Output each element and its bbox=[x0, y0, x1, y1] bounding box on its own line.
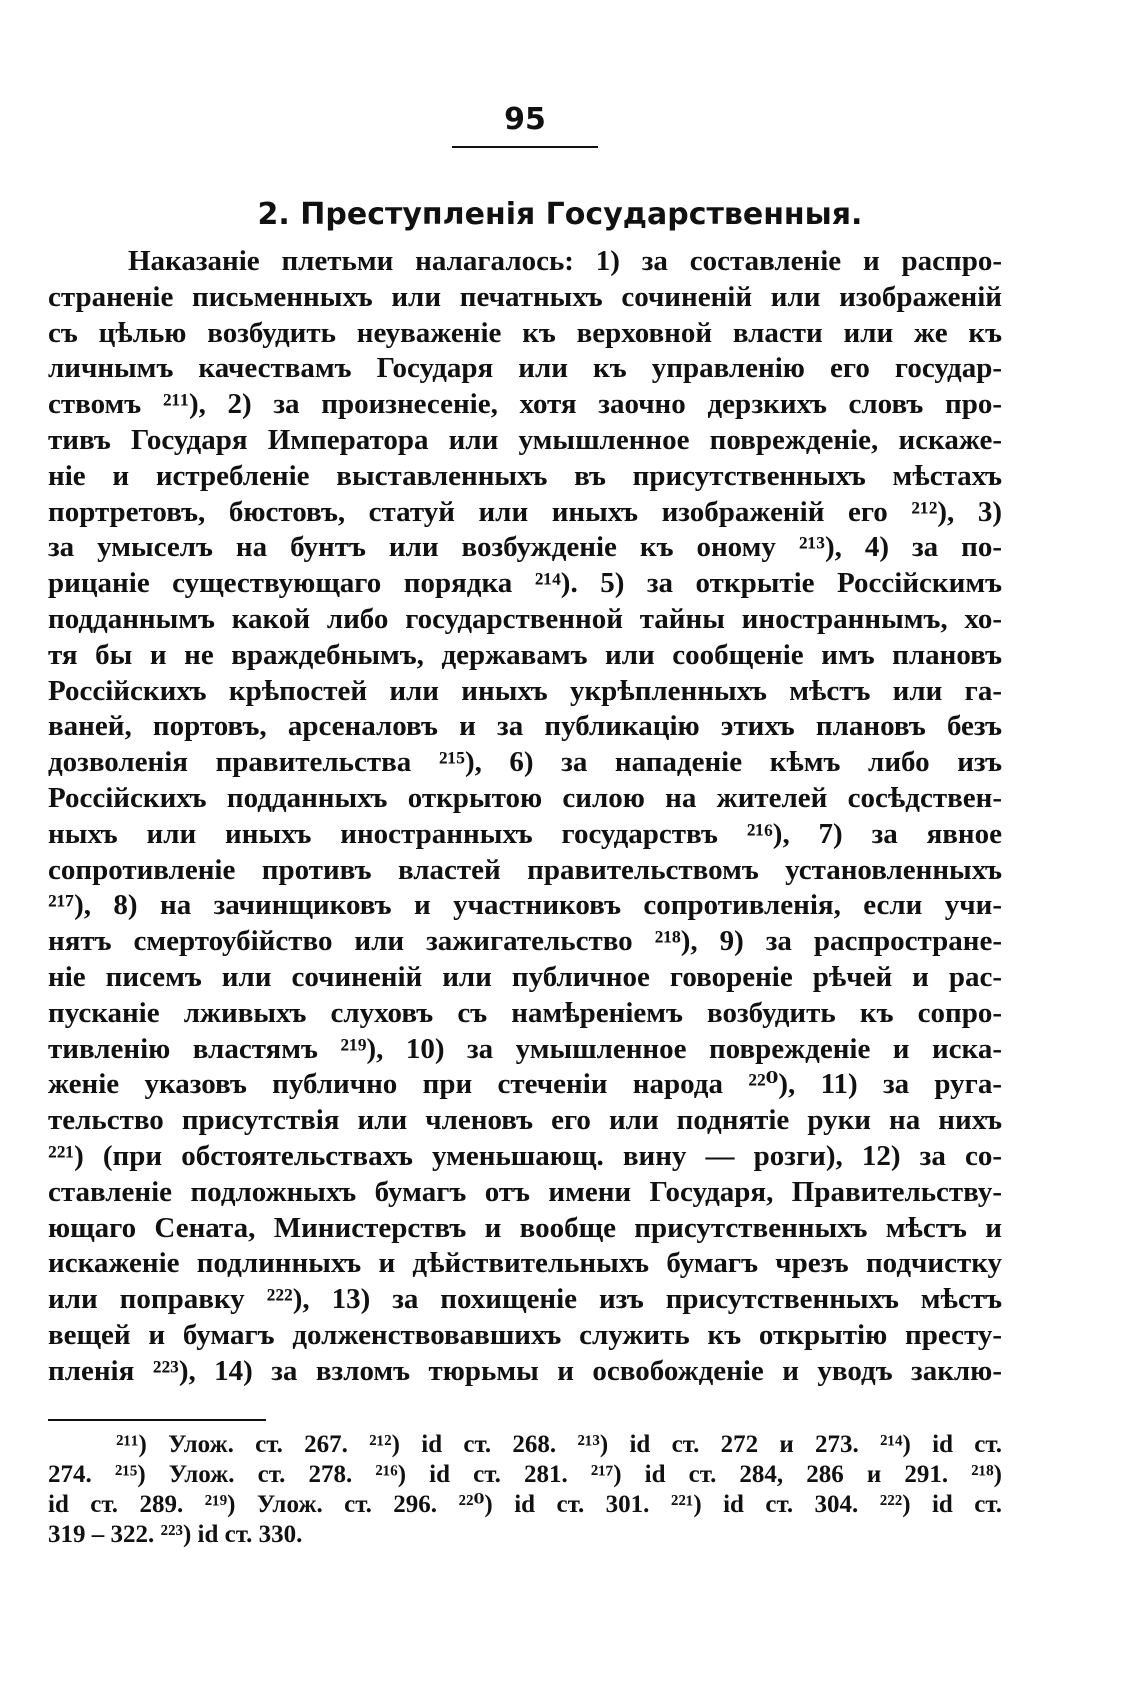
body-line: рицаніе существующаго порядка ²¹⁴). 5) за открытіе Россійскимъ bbox=[48, 567, 1002, 600]
body-line: портретовъ, бюстовъ, статуй или иныхъ изображеній его ²¹²), 3) bbox=[48, 495, 1002, 528]
page-number: 95 bbox=[504, 102, 546, 137]
body-line: Россійскихъ подданныхъ открытою силою на жителей сосѣдствен- bbox=[48, 781, 1002, 814]
body-line: сопротивленіе противъ властей правительствомъ установленныхъ bbox=[48, 853, 1002, 886]
body-line: женіе указовъ публично при стеченіи народа ²²⁰), 11) за руга- bbox=[48, 1068, 1002, 1101]
footnotes bbox=[48, 1430, 1002, 1550]
footnote-line: ²¹¹) Улож. ст. 267. ²¹²) id ст. 268. ²¹³) id ст. 272 и 273. ²¹⁴) id ст. bbox=[116, 1431, 1002, 1458]
body-line: личнымъ качествамъ Государя или къ управленію его государ- bbox=[48, 352, 1002, 385]
body-line: ²²¹) (при обстоятельствахъ уменьшающ. вину — розги), 12) за со- bbox=[48, 1139, 1002, 1172]
body-line: вещей и бумагъ долженствовавшихъ служить къ открытію престу- bbox=[48, 1318, 1002, 1351]
section-title: 2. Преступленія Государственныя. bbox=[257, 197, 863, 232]
body-line: Россійскихъ крѣпостей или иныхъ укрѣпленныхъ мѣстъ или га- bbox=[48, 674, 1002, 707]
header-rule bbox=[452, 146, 598, 148]
body-line: ²¹⁷), 8) на зачинщиковъ и участниковъ сопротивленія, если учи- bbox=[48, 889, 1002, 922]
body-line: пусканіе лживыхъ слуховъ съ намѣреніемъ возбудить къ сопро- bbox=[48, 996, 1002, 1029]
body-line: ніе и истребленіе выставленныхъ въ присутственныхъ мѣстахъ bbox=[48, 459, 1002, 492]
body-line: тивъ Государя Императора или умышленное поврежденіе, искаже- bbox=[48, 423, 1002, 456]
footnote-line: 274. ²¹⁵) Улож. ст. 278. ²¹⁶) id ст. 281. ²¹⁷) id ст. 284, 286 и 291. ²¹⁸) bbox=[48, 1461, 1002, 1488]
body-line: тельство присутствія или членовъ его или поднятіе руки на нихъ bbox=[48, 1104, 1002, 1137]
body-line: дозволенія правительства ²¹⁵), 6) за нападеніе кѣмъ либо изъ bbox=[48, 746, 1002, 779]
body-line: ныхъ или иныхъ иностранныхъ государствъ ²¹⁶), 7) за явное bbox=[48, 817, 1002, 850]
footnote-line: id ст. 289. ²¹⁹) Улож. ст. 296. ²²⁰) id ст. 301. ²²¹) id ст. 304. ²²²) id ст. bbox=[48, 1491, 1002, 1518]
body-line: искаженіе подлинныхъ и дѣйствительныхъ бумагъ чрезъ подчистку bbox=[48, 1247, 1002, 1280]
body-line: или поправку ²²²), 13) за похищеніе изъ присутственныхъ мѣстъ bbox=[48, 1283, 1002, 1316]
body-line: ваней, портовъ, арсеналовъ и за публикацію этихъ плановъ безъ bbox=[48, 710, 1002, 743]
body-line: тя бы и не враждебнымъ, державамъ или сообщеніе имъ плановъ bbox=[48, 638, 1002, 671]
footnote-rule bbox=[48, 1419, 266, 1421]
body-line: ніе писемъ или сочиненій или публичное говореніе рѣчей и рас- bbox=[48, 960, 1002, 993]
body-line: нятъ смертоубійство или зажигательство ²¹⁸), 9) за распростране- bbox=[48, 925, 1002, 958]
body-line: пленія ²²³), 14) за взломъ тюрьмы и освобожденіе и уводъ заклю- bbox=[48, 1354, 1002, 1387]
body-line: тивленію властямъ ²¹⁹), 10) за умышленное поврежденіе и иска- bbox=[48, 1032, 1002, 1065]
body-text bbox=[48, 244, 1002, 1390]
body-line: страненіе письменныхъ или печатныхъ сочиненій или изображеній bbox=[48, 280, 1002, 313]
body-line: ствомъ ²¹¹), 2) за произнесеніе, хотя заочно дерзкихъ словъ про- bbox=[48, 388, 1002, 421]
body-line: Наказаніе плетьми налагалось: 1) за составленіе и распро- bbox=[128, 245, 1002, 277]
body-line: подданнымъ какой либо государственной тайны иностраннымъ, хо- bbox=[48, 602, 1002, 635]
footnote-line: 319 – 322. ²²³) id ст. 330. bbox=[48, 1521, 303, 1548]
body-line: ющаго Сената, Министерствъ и вообще присутственныхъ мѣстъ и bbox=[48, 1211, 1002, 1244]
body-line: за умыселъ на бунтъ или возбужденіе къ оному ²¹³), 4) за по- bbox=[48, 531, 1002, 564]
body-line: съ цѣлью возбудить неуваженіе къ верховной власти или же къ bbox=[48, 316, 1002, 349]
body-line: ставленіе подложныхъ бумагъ отъ имени Государя, Правительству- bbox=[48, 1175, 1002, 1208]
